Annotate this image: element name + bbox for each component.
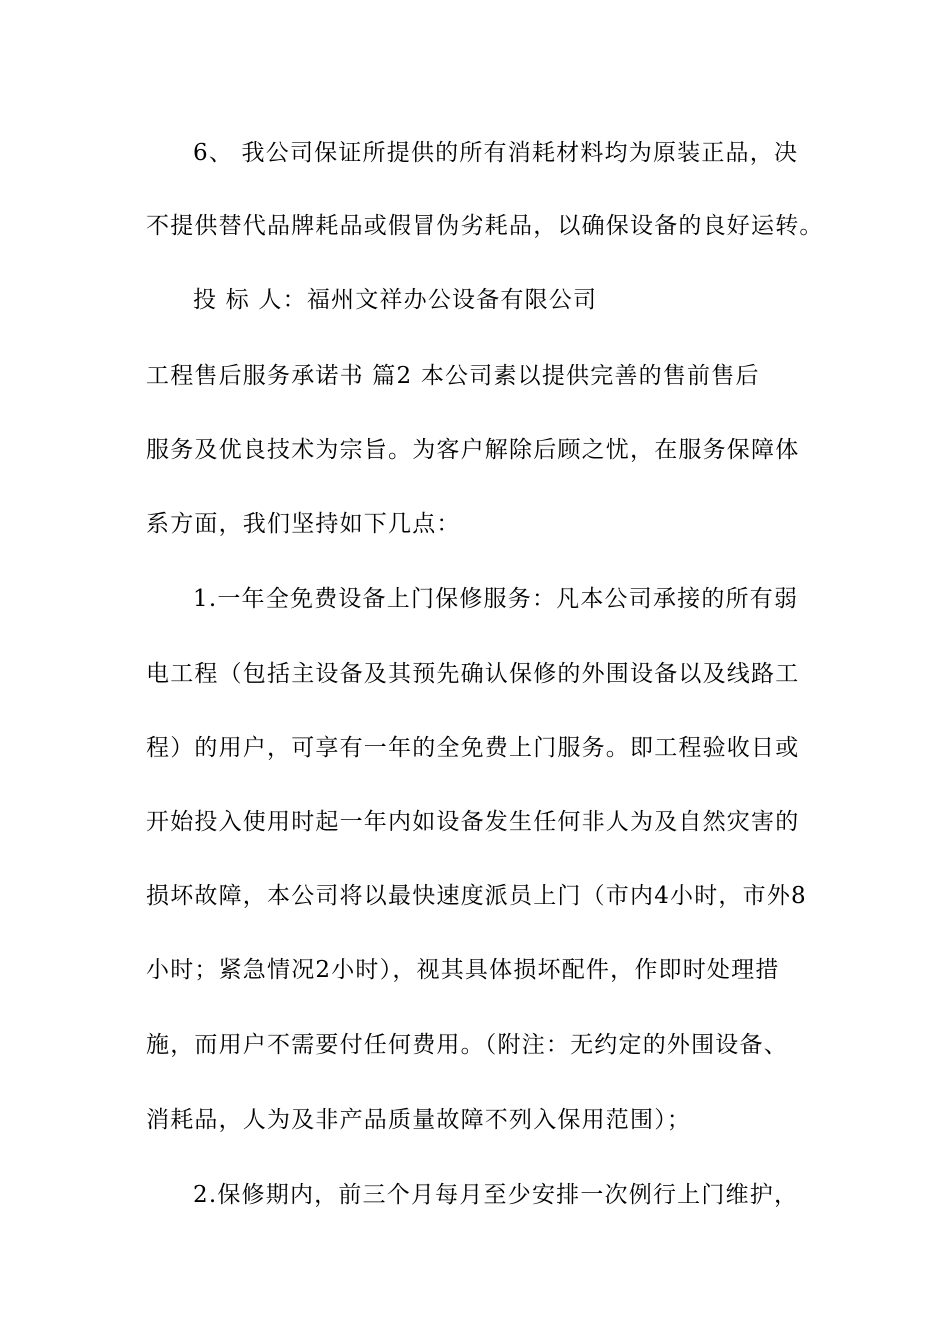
text-line-9: 程）的用户，可享有一年的全免费上门服务。即工程验收日或 — [146, 735, 800, 761]
text-line-4: 工程售后服务承诺书 篇2 本公司素以提供完善的售前售后 — [146, 363, 760, 389]
text-line-7: 1.一年全免费设备上门保修服务：凡本公司承接的所有弱 — [193, 586, 799, 612]
text-line-3: 投 标 人：福州文祥办公设备有限公司 — [193, 287, 598, 313]
text-line-13: 施，而用户不需要付任何费用。（附注：无约定的外围设备、 — [146, 1032, 788, 1058]
text-line-2: 不提供替代品牌耗品或假冒伪劣耗品，以确保设备的良好运转。 — [146, 213, 824, 239]
text-line-6: 系方面，我们坚持如下几点： — [146, 511, 461, 537]
text-line-1: 6、 我公司保证所提供的所有消耗材料均为原装正品，决 — [193, 140, 799, 166]
text-line-11: 损坏故障，本公司将以最快速度派员上门（市内4小时，市外8 — [146, 883, 807, 909]
text-line-10: 开始投入使用时起一年内如设备发生任何非人为及自然灾害的 — [146, 809, 800, 835]
text-line-14: 消耗品，人为及非产品质量故障不列入保用范围）； — [146, 1107, 692, 1133]
text-line-12: 小时；紧急情况2小时），视其具体损坏配件，作即时处理措 — [146, 957, 780, 983]
text-line-15: 2.保修期内，前三个月每月至少安排一次例行上门维护， — [193, 1182, 799, 1208]
text-line-5: 服务及优良技术为宗旨。为客户解除后顾之忧，在服务保障体 — [146, 437, 800, 463]
text-line-8: 电工程（包括主设备及其预先确认保修的外围设备以及线路工 — [146, 661, 800, 687]
